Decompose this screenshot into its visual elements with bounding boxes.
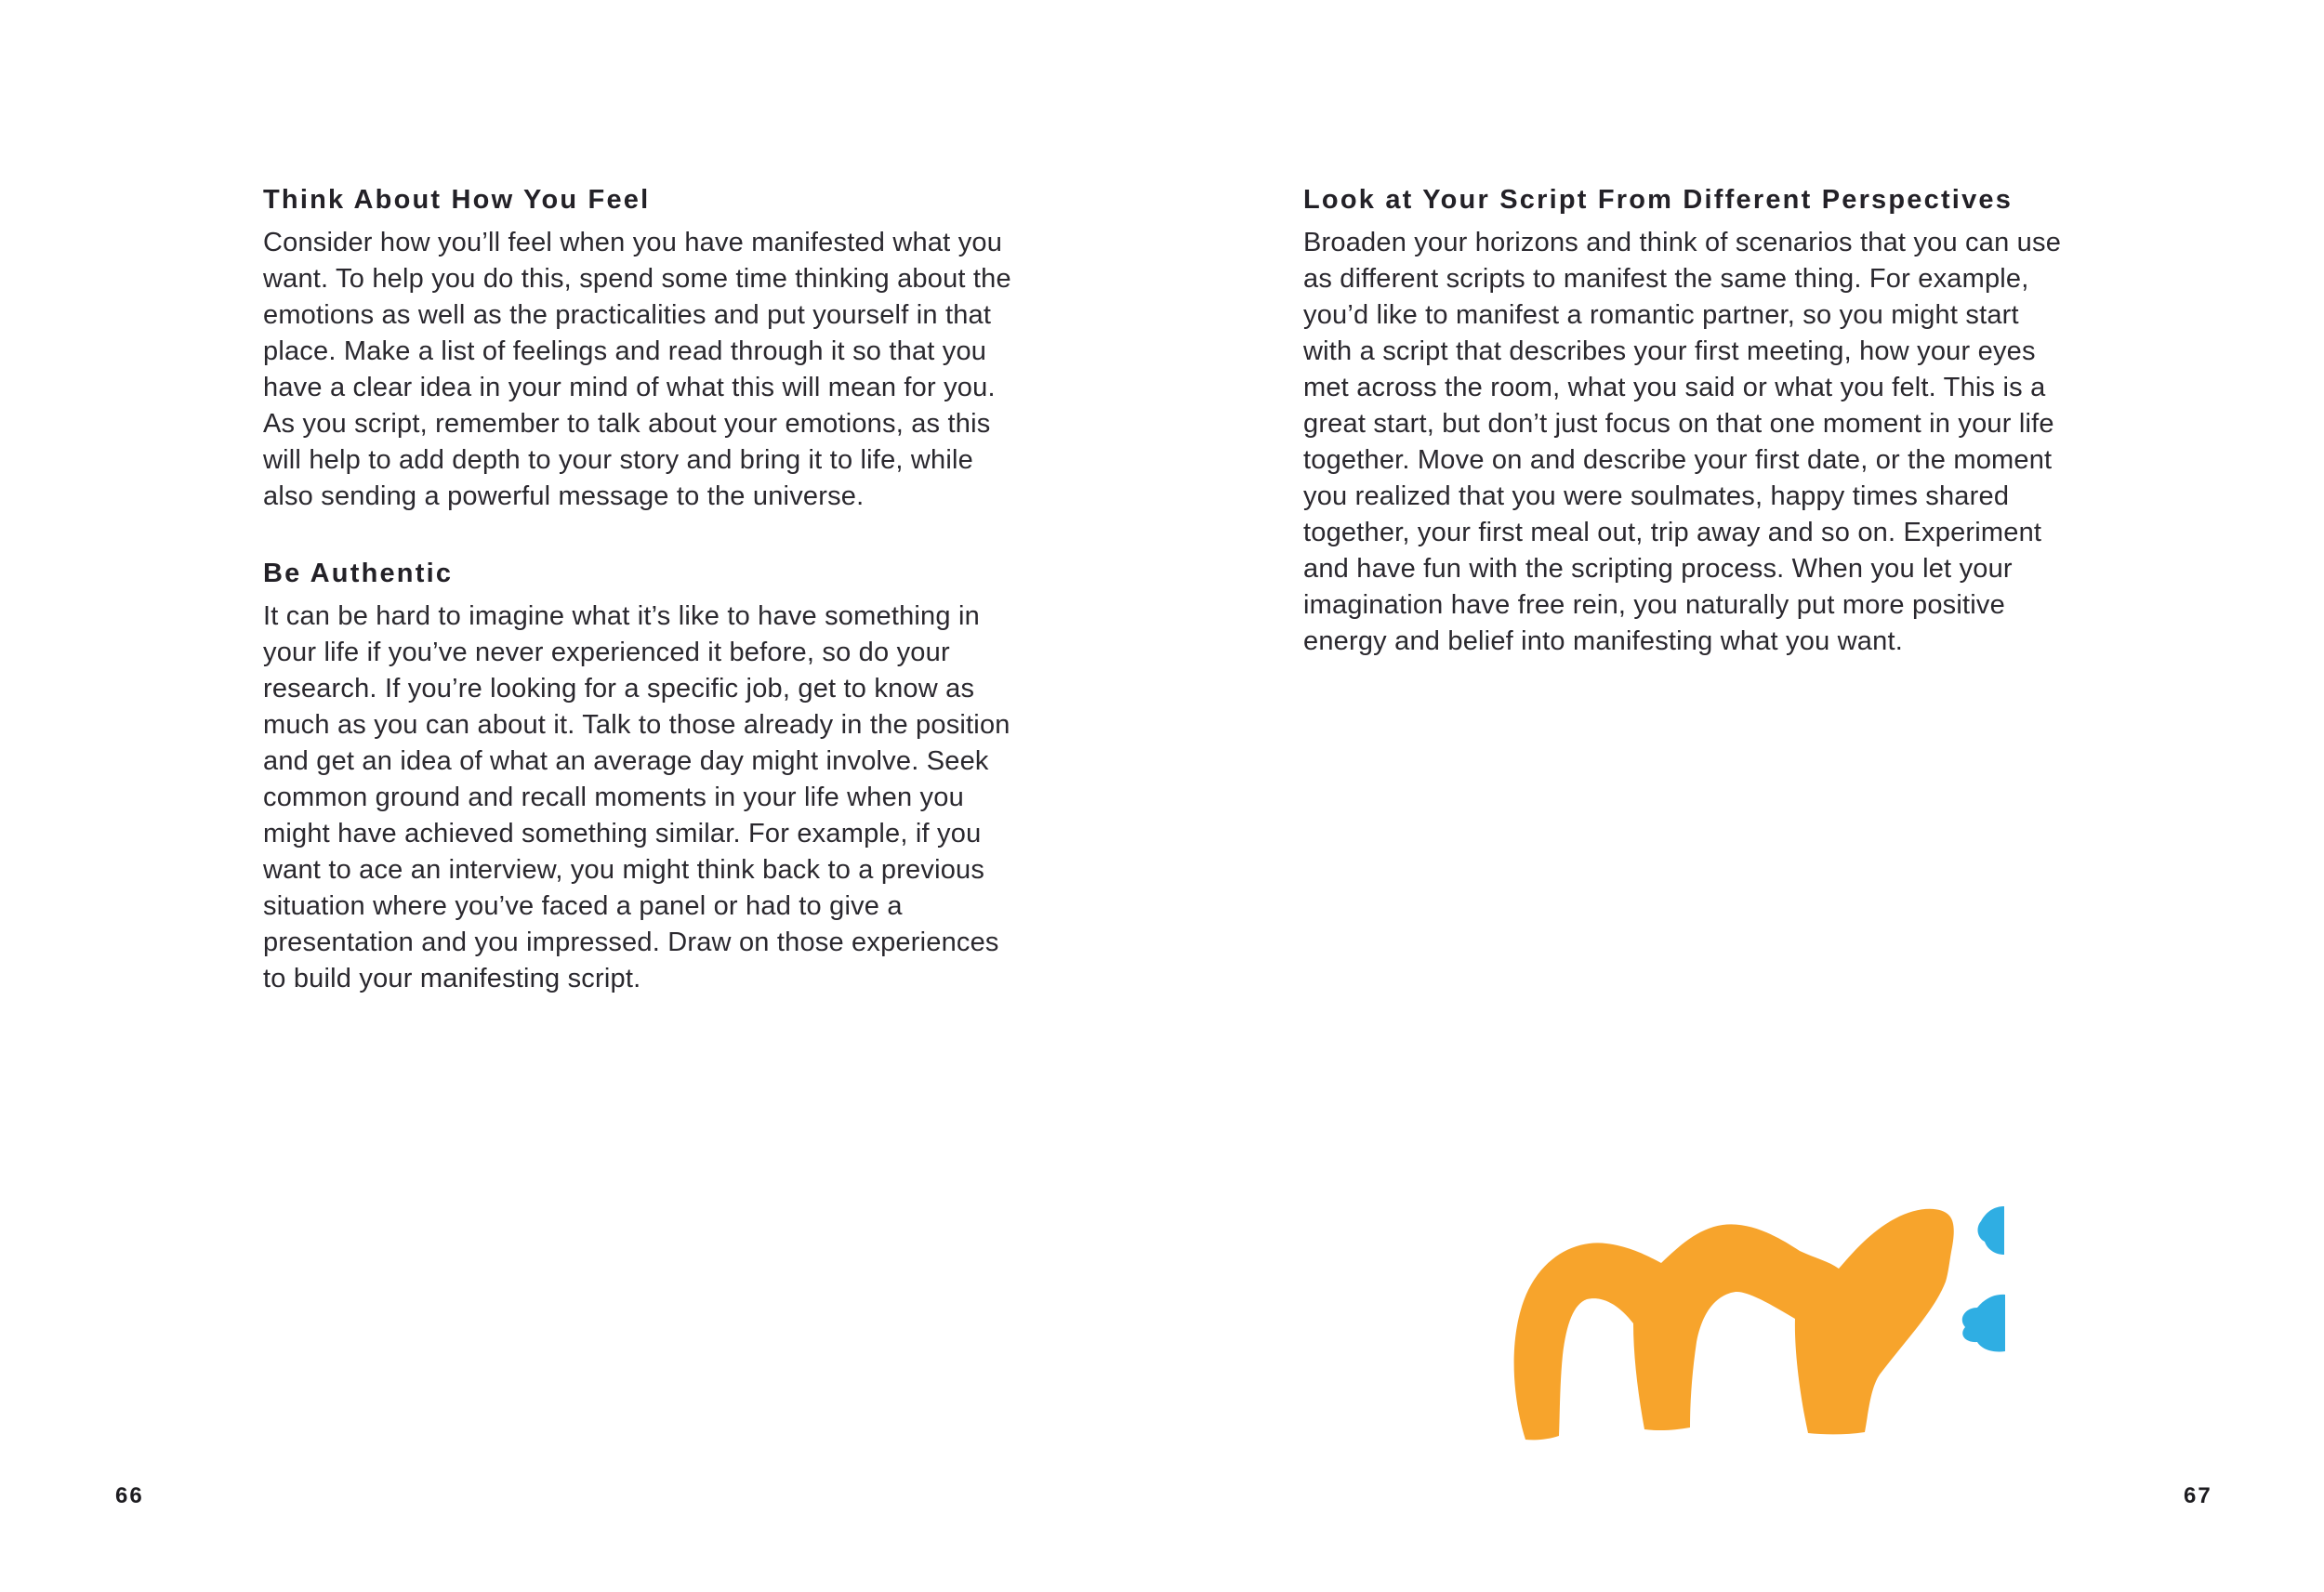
blue-fragment-bottom — [1962, 1295, 2005, 1352]
section-be-authentic — [263, 556, 1021, 997]
section-body: Broaden your horizons and think of scenarios that you can use as different scripts to manifest the same thing. For example, you’d like to manifest a romantic partner, so you might start with a script that describes your first meeting, how your eyes met across the room, what you said or what you felt. This is a great start, but don’t just focus on that one moment in your life together. Move on and describe your first date, or the moment you realized that you were soulmates, happy times shared together, your first meal out, trip away and so on. Experiment and have fun with the scripting process. When you let your imagination have free rein, you naturally put more positive energy and belief into manifesting what you want. — [1303, 228, 2062, 656]
page-number-right: 67 — [2184, 1483, 2212, 1508]
section-heading: Be Authentic — [263, 559, 454, 588]
section-heading: Think About How You Feel — [263, 185, 651, 215]
section-body: Consider how you’ll feel when you have manifested what you want. To help you do this, spend some time thinking about the emotions as well as the practicalities and put yourself in that place. Make a list of feelings and read through it so that you have a clear idea in your mind of what this will mean for you. As you script, remember to talk about your emotions, as this will help to add depth to your story and bring it to life, while also sending a powerful message to the universe. — [263, 228, 1011, 511]
brush-squiggle-illustration — [1506, 1199, 2013, 1450]
section-look-at-your-script — [1303, 182, 2073, 660]
page-number-left: 66 — [115, 1483, 144, 1508]
section-think-about-how-you-feel — [263, 182, 1021, 515]
blue-fragment-top — [1978, 1206, 2004, 1255]
section-heading: Look at Your Script From Different Perspectives — [1303, 185, 2014, 215]
right-page-text-column — [1303, 182, 2073, 660]
left-page-text-column — [263, 182, 1021, 997]
orange-squiggle-shape — [1514, 1209, 1954, 1441]
section-body: It can be hard to imagine what it’s like to have something in your life if you’ve never experienced it before, so do your research. If you’re looking for a specific job, get to know as much as you can about it. Talk to those already in the position and get an idea of what an average day might involve. Seek common ground and recall moments in your life when you might have achieved something similar. For example, if you want to ace an interview, you might think back to a previous situation where you’ve faced a panel or had to give a presentation and you impressed. Draw on those experiences to build your manifesting script. — [263, 601, 1010, 993]
